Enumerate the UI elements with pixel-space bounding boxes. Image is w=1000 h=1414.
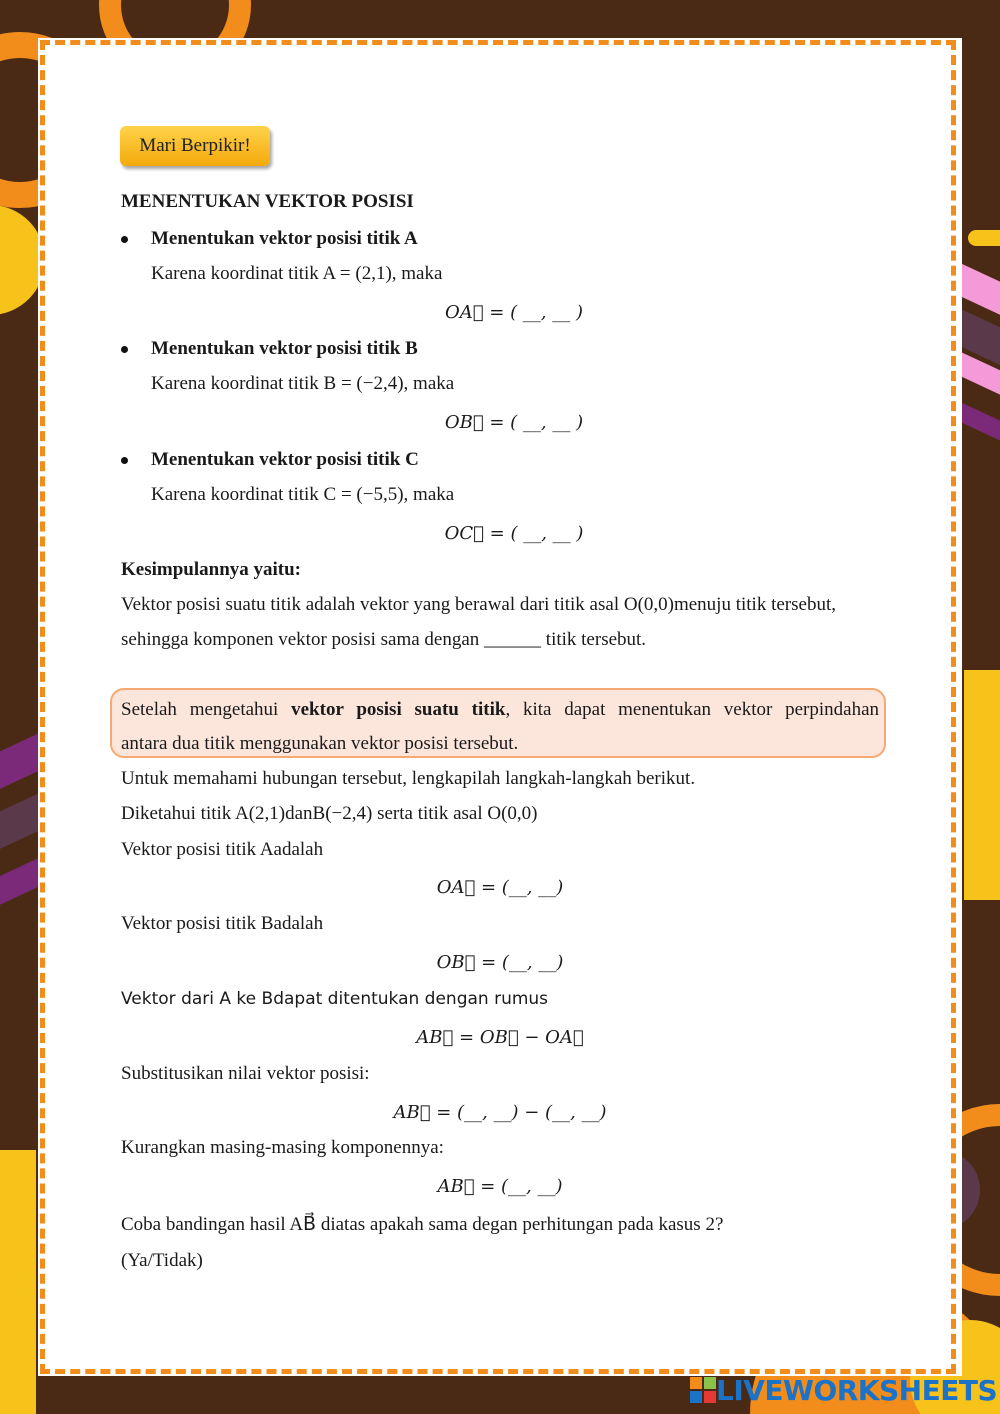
liveworksheets-watermark bbox=[690, 1372, 997, 1408]
callout-text: , kita dapat menentukan vektor perpindahan bbox=[505, 699, 880, 720]
posb-equation: OB⃗ = (__, __) bbox=[436, 952, 564, 973]
equation-oa: OA⃗ = ( __, __ ) bbox=[444, 302, 583, 323]
callout-line-1 bbox=[121, 697, 879, 723]
bullet-b-title: Menentukan vektor posisi titik B bbox=[151, 338, 418, 359]
result-equation: AB⃗ = (__, __) bbox=[437, 1176, 563, 1197]
bullet-icon bbox=[121, 236, 128, 243]
callout-line-2: antara dua titik menggunakan vektor posisi tersebut. bbox=[121, 733, 519, 754]
callout-bold-text: vektor posisi suatu titik bbox=[291, 699, 506, 720]
liveworksheets-text: LIVEWORKSHEETS bbox=[716, 1373, 998, 1407]
bullet-b-text: Karena koordinat titik B = (−2,4), maka bbox=[151, 373, 455, 394]
posa-equation: OA⃗ = (__, __) bbox=[436, 877, 564, 898]
posa-label: Vektor posisi titik Aadalah bbox=[121, 839, 324, 860]
bullet-c-text: Karena koordinat titik C = (−5,5), maka bbox=[151, 484, 455, 505]
compare-question: Coba bandingan hasil AB⃗ diatas apakah sama degan perhitungan pada kasus 2? bbox=[121, 1214, 724, 1235]
subst-label: Substitusikan nilai vektor posisi: bbox=[121, 1063, 370, 1084]
mari-berpikir-button[interactable]: Mari Berpikir! bbox=[120, 126, 270, 166]
liveworksheets-logo-icon bbox=[690, 1377, 716, 1403]
conclusion-heading: Kesimpulannya yaitu: bbox=[121, 559, 302, 580]
posb-label: Vektor posisi titik Badalah bbox=[121, 913, 324, 934]
bullet-a-title: Menentukan vektor posisi titik A bbox=[151, 228, 418, 249]
equation-oc: OC⃗ = ( __, __ ) bbox=[444, 523, 584, 544]
steps-intro: Untuk memahami hubungan tersebut, lengkapilah langkah-langkah berikut. bbox=[121, 768, 696, 789]
equation-ob: OB⃗ = ( __, __ ) bbox=[444, 412, 584, 433]
bullet-icon bbox=[121, 346, 128, 353]
subst-equation: AB⃗ = (__, __) − (__, __) bbox=[393, 1102, 607, 1123]
subtract-label: Kurangkan masing-masing komponennya: bbox=[121, 1137, 444, 1158]
steps-given: Diketahui titik A(2,1)danB(−2,4) serta titik asal O(0,0) bbox=[121, 803, 538, 824]
bullet-a-text: Karena koordinat titik A = (2,1), maka bbox=[151, 263, 443, 284]
section-title: MENENTUKAN VEKTOR POSISI bbox=[121, 191, 414, 212]
conclusion-line-2: sehingga komponen vektor posisi sama dengan ______ titik tersebut. bbox=[121, 629, 647, 650]
conclusion-line-1: Vektor posisi suatu titik adalah vektor yang berawal dari titik asal O(0,0)menuju titik tersebut, bbox=[121, 594, 836, 615]
answer-options[interactable]: (Ya/Tidak) bbox=[121, 1250, 203, 1271]
bullet-c-title: Menentukan vektor posisi titik C bbox=[151, 449, 419, 470]
formula-label: Vektor dari A ke Bdapat ditentukan dengan rumus bbox=[121, 989, 549, 1009]
bullet-icon bbox=[121, 457, 128, 464]
callout-text: Setelah mengetahui bbox=[121, 699, 279, 720]
formula-equation: AB⃗ = OB⃗ − OA⃗ bbox=[416, 1027, 584, 1048]
